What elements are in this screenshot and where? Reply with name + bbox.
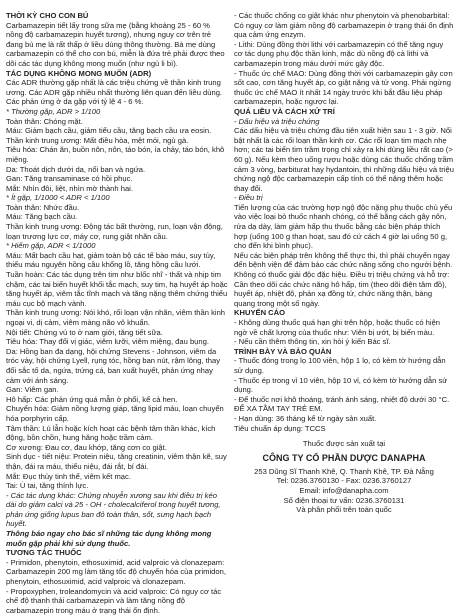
paragraph: Thông báo ngay cho bác sĩ những tác dụng không mong muốn gặp phải khi sử dụng thuốc. [6, 529, 212, 548]
paragraph: - Thuốc ức chế MAO: Dùng đồng thời với carbamazepin gây cơn sốt cao, cơn tăng huyết áp, co giật nặng và tử vong. Phải ngừng thuốc ức chế MAO ít nhất 14 ngày trước khi bắt đầu liệu pháp carbamazepin, hoặc ngược lại. [234, 68, 453, 107]
paragraph: Máu: Tăng bạch cầu. [6, 212, 78, 222]
paragraph: Tiêu hóa: Thay đổi vị giác, viêm lưỡi, viêm miệng, đau bụng. [6, 337, 209, 347]
paragraph: Sinh dục - tiết niệu: Protein niệu, tăng creatinin, viêm thận kẽ, suy thận, đái ra máu, thiểu niệu, đái rắt, bí đái. [6, 452, 227, 471]
company-email: Email: info@danapha.com [299, 485, 389, 495]
company-hotline: Số điện thoại tư vấn: 0236.3760131 [283, 495, 405, 505]
paragraph: Máu: Giảm bạch cầu, giảm tiểu cầu, tăng bạch cầu ưa eosin. [6, 126, 212, 136]
right-column [234, 11, 454, 515]
paragraph: - Lithi: Dùng đồng thời lithi với carbamazepin có thể tăng nguy cơ tác dụng phụ độc thần kinh, mặc dù nồng độ cả lithi và carbamazepin trong máu dưới mức gây độc. [234, 39, 444, 68]
paragraph: - Để thuốc nơi khô thoáng, tránh ánh sáng, nhiệt độ dưới 30 °C. [234, 394, 450, 404]
paragraph: Carbamazepin tiết lấy trong sữa mẹ (bằng khoảng 25 - 60 % nồng độ carbamazepin huyết tương), nhưng nguy cơ trên trẻ đang bú mẹ là rất thấp ở liều dùng thông thường. Bà mẹ dùng carbamazepin có thể cho con bú, miễn là đứa trẻ phải được theo dõi các tác dụng không mong muốn (như ngủ li bì). [6, 20, 225, 68]
paragraph: Gan: Viêm gan. [6, 385, 59, 395]
paragraph: * Ít gặp, 1/1000 < ADR < 1/100 [6, 193, 110, 203]
paragraph: - Primidon, phenytoin, ethosuximid, acid valproic và clonazepam: Carbamazepin 200 mg làm tăng tốc độ chuyển hóa của primidon, phenytoin, ethosuximid, acid valproic và clonazepam. [6, 557, 226, 587]
section-heading: THỜI KỲ CHO CON BÚ [6, 11, 89, 20]
company-name: CÔNG TY CỔ PHẦN DƯỢC DANAPHA [262, 452, 426, 463]
manufacturer-footer [234, 439, 454, 515]
section-heading: TRÌNH BÀY VÀ BẢO QUẢN [234, 346, 332, 356]
paragraph: Toàn thân: Nhức đầu. [6, 202, 80, 212]
section-heading: QUÁ LIỀU VÀ CÁCH XỬ TRÍ [234, 106, 335, 116]
made-by-text: Thuốc được sản xuất tại [302, 439, 386, 449]
company-phone: Tel: 0236.3760130 - Fax: 0236.3760127 [276, 476, 412, 486]
paragraph: - Nếu cần thêm thông tin, xin hỏi ý kiến Bác sĩ. [234, 337, 391, 347]
paragraph: - Không dùng thuốc quá hạn ghi trên hộp, hoặc thuốc có hiện ngờ về chất lượng của thuốc như: Viên bị ướt, bị biến màu. [234, 318, 441, 337]
section-heading: TÁC DỤNG KHÔNG MONG MUỐN (ADR) [6, 68, 152, 78]
paragraph: - Thuốc ép trong vỉ 10 viên, hộp 10 vỉ, có kèm tờ hướng dẫn sử dụng. [234, 375, 448, 395]
paragraph: - Các tác dụng khác: Chứng nhuyễn xương sau khi điều trị kéo dài do giảm calci và 25 - OH - cholecalciferol trong huyết tương, phản ứng giống lupus ban đỏ toàn thân, sốt, sưng hạch bạch huyết. [6, 490, 221, 529]
paragraph: Các ADR thường gặp nhất là các triệu chứng về thần kinh trung ương. Các ADR gặp nhiều nhất thường liên quan đến liều dùng. [6, 78, 223, 97]
paragraph: Tiêu chuẩn áp dụng: TCCS [234, 423, 326, 433]
paragraph: Các dấu hiệu và triệu chứng đầu tiên xuất hiện sau 1 - 3 giờ. Nổi bật nhất là các rối loạn thần kinh cơ. Các rối loạn tim mạch nhẹ hơn; các tai biến tim trầm trọng chỉ xảy ra khi dùng liều rất cao (> 60 g). Nếu kèm theo uống rượu hoặc dùng các thuốc chống trầm cảm 3 vòng, barbiturat hay hydantoin, thì những dấu hiệu và triệu chứng ngộ độc carbamazepin cấp tính có thể nặng thêm hoặc thay đổi. [234, 126, 454, 193]
paragraph: Nội tiết: Chứng vú to ở nam giới, tăng tiết sữa. [6, 327, 163, 337]
paragraph: * Thường gặp, ADR > 1/100 [6, 106, 101, 116]
paragraph: - Dấu hiệu và triệu chứng [234, 116, 320, 126]
right-column-body [234, 11, 454, 433]
paragraph: Thần kinh trung ương: Mất điều hòa, mệt mỏi, ngủ gà. [6, 135, 189, 145]
left-column [6, 11, 228, 615]
paragraph: - Thuốc đóng trong lọ 100 viên, hộp 1 lọ, có kèm tờ hướng dẫn sử dụng. [234, 356, 446, 375]
paragraph: Thần kinh trung ương: Động tác bất thường, run, loạn vận động, loạn trương lực cơ, máy cơ, rung giật nhãn cầu. [6, 222, 223, 241]
paragraph: Tai: Ù tai, tăng thính lực. [6, 481, 89, 491]
paragraph: Tiêu hóa: Chán ăn, buồn nôn, nôn, táo bón, ỉa chảy, táo bón, khô miệng. [6, 145, 225, 164]
paragraph: Mắt: Nhìn đôi, liệt, nhìn mờ thành hai. [6, 183, 133, 193]
paragraph: Toàn thân: Chóng mặt. [6, 116, 83, 126]
paragraph: Tuần hoàn: Các tác dụng trên tim như blốc nhĩ - thất và nhịp tim chậm, các tai biến huyết khối tắc mạch, suy tim, hạ huyết áp hoặc tăng huyết áp, viêm tắc tĩnh mạch và tăng nặng thêm chứng thiểu máu cục bộ mạch vành. [6, 270, 228, 308]
paragraph: - Các thuốc chống co giật khác như phenytoin và phenobarbital: Có nguy cơ làm giảm nồng độ carbamazepin ở trạng thái ổn định qua cảm ứng enzym. [234, 11, 454, 40]
company-address: 253 Dũng Sĩ Thanh Khê, Q. Thanh Khê, TP. Đà Nẵng [254, 466, 434, 476]
section-heading: TƯƠNG TÁC THUỐC [6, 548, 82, 558]
paragraph: Nếu các biện pháp trên không thể thực thi, thì phải chuyển ngay đến bệnh viện để đảm bảo các chức năng sống cho người bệnh. Không có thuốc giải độc đặc hiệu. Điều trị triệu chứng và hỗ trợ: Cần theo dõi các chức năng hô hấp, tim (theo dõi điện tâm đồ), huyết áp, nhiệt độ, phản xạ đồng tử, chức năng thận, bàng quang trong một số ngày. [234, 250, 453, 308]
paragraph: Tâm thần: Lú lẫn hoặc kích hoạt các bệnh tâm thần khác, kích động, bồn chồn, hung hăng hoặc trầm cảm. [6, 423, 216, 443]
paragraph: - Hạn dùng: 36 tháng kể từ ngày sản xuất. [234, 413, 377, 423]
section-heading: KHUYẾN CÁO [234, 308, 286, 318]
paragraph: Tiến lượng của các trường hợp ngộ độc nặng phụ thuộc chủ yếu vào việc loại bỏ thuốc nhanh chóng, có thể bằng cách gây nôn, rửa dạ dày, làm giảm hấp thu thuốc bằng các biện pháp thích hợp (uống 100 g than hoạt, sau đó cứ cách 4 giờ lại uống 50 g, cho đến khi bình phục). [234, 202, 453, 251]
paragraph: Cơ xương: Đau cơ, đau khớp, tăng cơn co giật. [6, 442, 167, 452]
paragraph: Các phản ứng ở da gặp với tỷ lệ 4 - 6 %. [6, 97, 144, 107]
paragraph: Máu: Mất bạch cầu hạt, giảm toàn bộ các tế bào máu, suy tủy, thiếu máu nguyên hồng cầu khổng lồ, tăng hồng cầu lưới. [6, 250, 216, 270]
paragraph: Chuyển hóa: Giảm nồng lượng giáp, tăng lipid máu, loạn chuyển hóa porphyrin cấp. [6, 404, 224, 423]
paragraph: * Hiếm gặp, ADR < 1/1000 [6, 241, 96, 251]
paragraph: Hô hấp: Các phản ứng quá mẫn ở phổi, kể cả hen. [6, 394, 178, 404]
paragraph: Da: Thoát dịch dưới da, nổi ban và ngứa. [6, 164, 146, 174]
paragraph: Gan: Tăng transaminase có hồi phục. [6, 174, 133, 184]
company-distribution: Và phân phối trên toàn quốc [296, 505, 392, 515]
paragraph: - Điều trị [234, 193, 263, 203]
paragraph: Thần kinh trung ương: Nói khó, rối loạn vận nhãn, viêm thần kinh ngoại vi, dị cảm, viêm màng não vô khuẩn. [6, 308, 226, 327]
paragraph: Da: Hồng ban đa dạng, hội chứng Stevens - Johnson, viêm da tróc vảy, hội chứng Lyell, rụng tóc, hồng ban nút, rậm lông, thay đổi sắc tố da, ngứa, trứng cá, ban xuất huyết, phản ứng nhạy cảm với ánh sáng. [6, 346, 221, 385]
paragraph: Mắt: Đục thủy tinh thể, viêm kết mạc. [6, 471, 131, 481]
paragraph: ĐỂ XA TẦM TAY TRẺ EM. [234, 404, 323, 414]
paragraph: - Propoxyphen, troleandomycin và acid valproic: Có nguy cơ tác chế độ thanh thải carbamazepin và làm tăng nồng độ carbamazepin trong máu ở trạng thái ổn định. [6, 586, 222, 615]
